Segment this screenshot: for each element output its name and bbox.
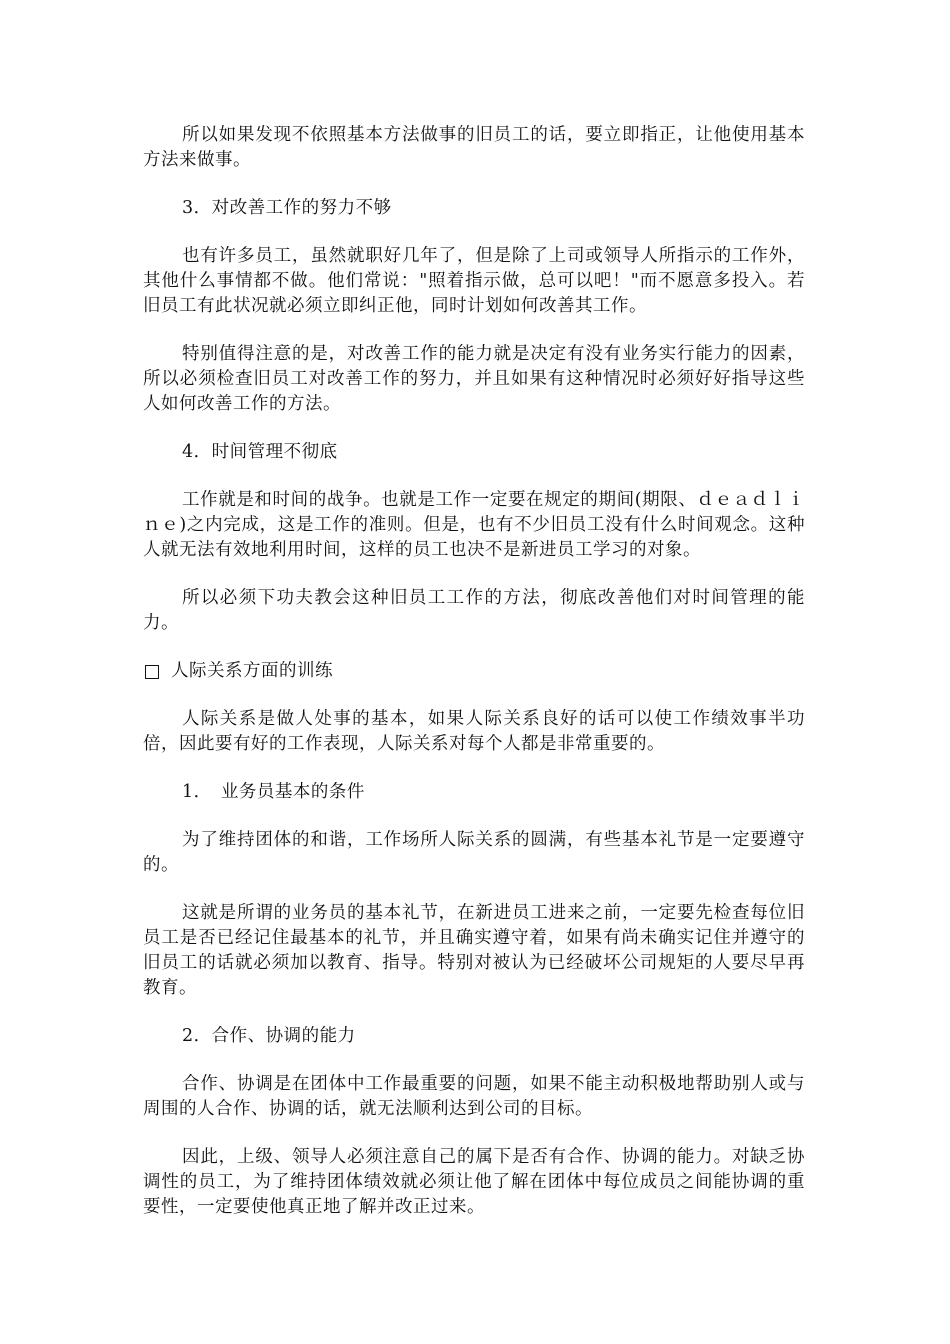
- paragraph-only-follow-instructions: 也有许多员工，虽然就职好几年了，但是除了上司或领导人所指示的工作外，其他什么事情都不做。他们常说："照着指示做，总可以吧！"而不愿意多投入。若旧员工有此状况就必须立即纠正他，同时计划如何改善其工作。: [143, 246, 805, 316]
- heading-cooperation: 2．合作、协调的能力: [182, 1026, 356, 1046]
- paragraph-leader-check-cooperation: 因此，上级、领导人必须注意自己的属下是否有合作、协调的能力。对缺乏协调性的员工，为了维持团体绩效就必须让他了解在团体中每位成员之间能协调的重要性，一定要使他真正地了解并改正过来。: [143, 1147, 805, 1217]
- paragraph-correct-old-staff: 所以如果发现不依照基本方法做事的旧员工的话，要立即指正，让他使用基本方法来做事。: [143, 125, 805, 170]
- paragraph-harmony-etiquette: 为了维持团体的和谐，工作场所人际关系的圆满，有些基本礼节是一定要遵守的。: [143, 830, 805, 875]
- paragraph-interpersonal-basics: 人际关系是做人处事的基本，如果人际关系良好的话可以使工作绩效事半功倍，因此要有好的工作表现，人际关系对每个人都是非常重要的。: [143, 709, 805, 754]
- paragraph-teach-time-management: 所以必须下功夫教会这种旧员工工作的方法，彻底改善他们对时间管理的能力。: [143, 588, 805, 633]
- heading-basic-conditions: 1． 业务员基本的条件: [182, 782, 365, 802]
- paragraph-improvement-ability: 特别值得注意的是，对改善工作的能力就是决定有没有业务实行能力的因素，所以必须检查旧员工对改善工作的努力，并且如果有这种情况时必须好好指导这些人如何改善工作的方法。: [143, 344, 805, 414]
- document-page: [143, 123, 805, 1243]
- paragraph-cooperation-importance: 合作、协调是在团体中工作最重要的问题，如果不能主动积极地帮助别人或与周围的人合作、协调的话，就无法顺利达到公司的目标。: [143, 1074, 805, 1119]
- heading-time-management: 4．时间管理不彻底: [182, 442, 338, 462]
- paragraph-basic-etiquette-check: 这就是所谓的业务员的基本礼节，在新进员工进来之前，一定要先检查每位旧员工是否已经记住最基本的礼节，并且确实遵守着，如果有尚未确实记住并遵守的旧员工的话就必须加以教育、指导。特别对被认为已经破坏公司规矩的人要尽早再教育。: [143, 903, 805, 998]
- section-heading-label: 人际关系方面的训练: [171, 661, 333, 681]
- paragraph-time-war: 工作就是和时间的战争。也就是工作一定要在规定的期间(期限、ｄｅａｄｌｉｎｅ)之内完成，这是工作的准则。但是，也有不少旧员工没有什么时间观念。这种人就无法有效地利用时间，这样的员工也决不是新进员工学习的对象。: [143, 490, 805, 560]
- section-heading-interpersonal: [143, 659, 805, 684]
- checkbox-square-icon: [145, 665, 159, 679]
- heading-improvement-effort: 3．对改善工作的努力不够: [182, 198, 392, 218]
